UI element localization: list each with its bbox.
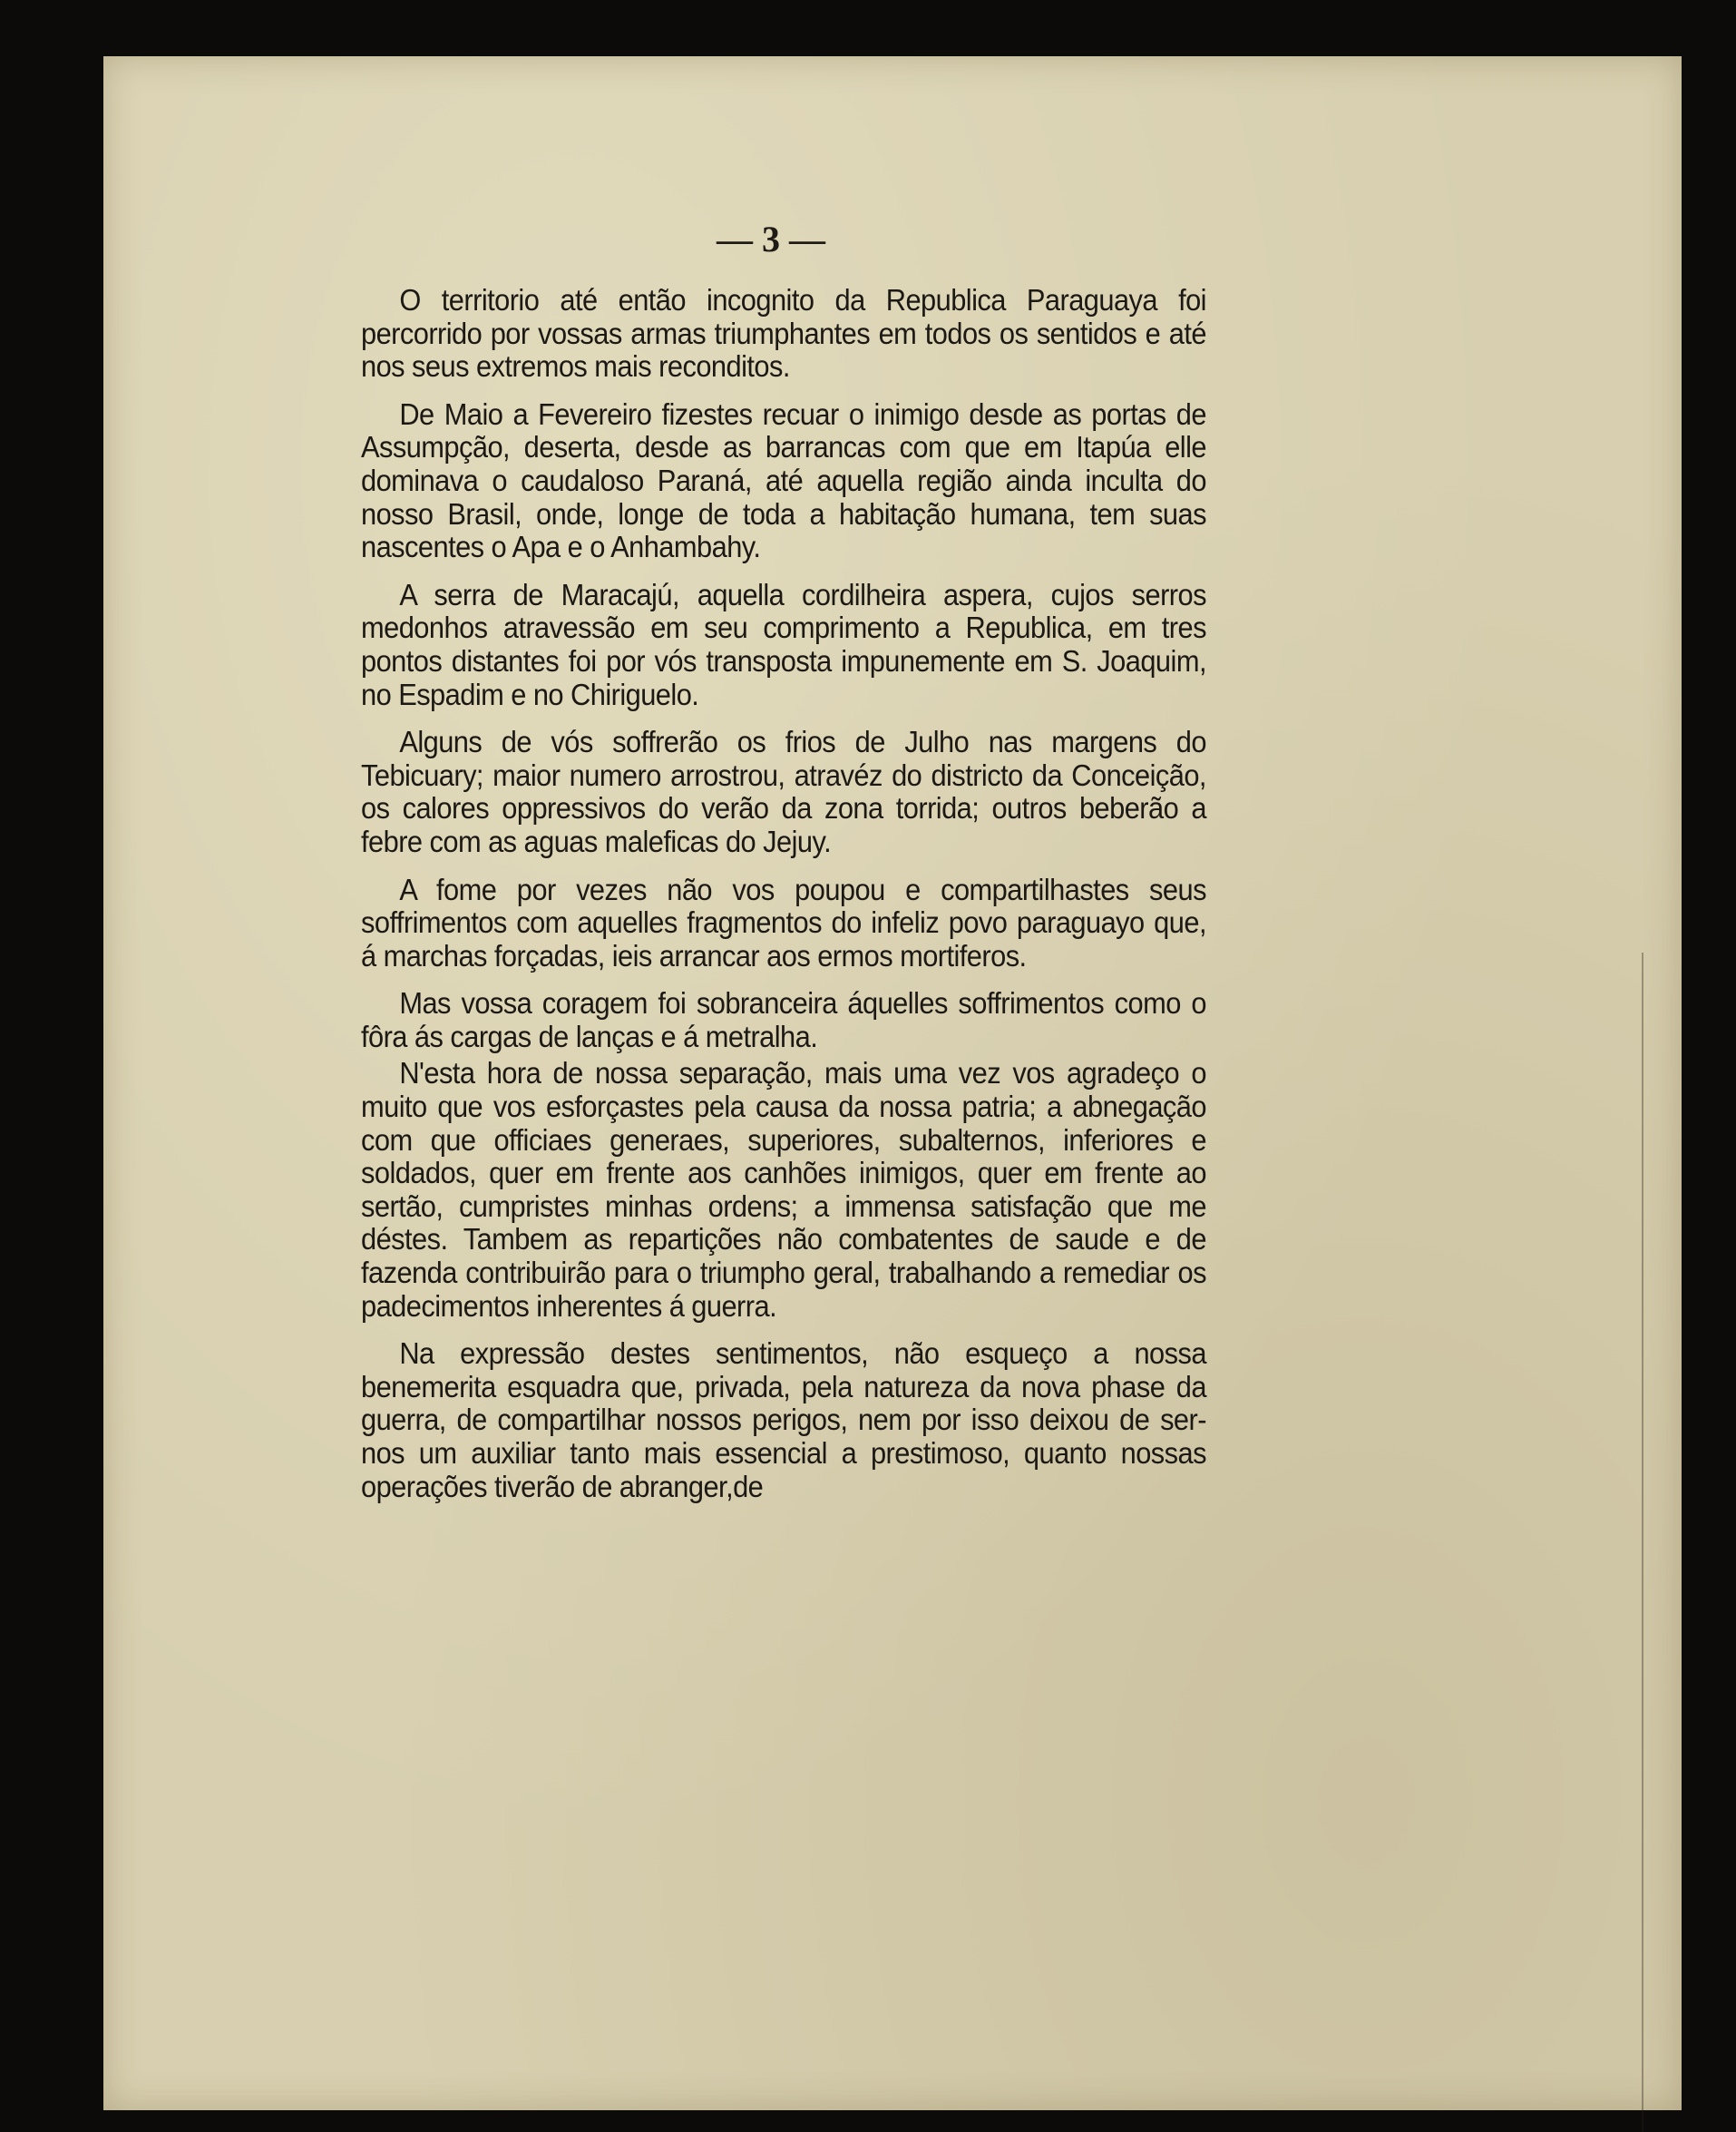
page-fold-line <box>1642 953 1643 2132</box>
paragraph-5: A fome por vezes não vos poupou e compartilhastes seus soffrimentos com aquelles fragmentos do infeliz povo paraguayo que, á marchas forçadas, ieis arrancar aos ermos mortiferos. <box>361 873 1206 973</box>
paragraph-2: De Maio a Fevereiro fizestes recuar o inimigo desde as portas de Assumpção, deserta, desde as barrancas com que em Itapúa elle dominava o caudaloso Paraná, até aquella região ainda inculta do nosso Brasil, onde, longe de toda a habitação humana, tem suas nascentes o Apa e o Anhambahy. <box>361 397 1206 565</box>
paragraph-8: Na expressão destes sentimentos, não esqueço a nossa benemerita esquadra que, privada, pela natureza da nova phase da guerra, de compartilhar nossos perigos, nem por isso deixou de ser-nos um auxiliar tanto mais essencial a prestimoso, quanto nossas operações tiverão de abranger,de <box>361 1337 1206 1504</box>
paragraph-3: A serra de Maracajú, aquella cordilheira aspera, cujos serros medonhos atravessão em seu comprimento a Republica, em tres pontos distantes foi por vós transposta impunemente em S. Joaquim, no Espadim e no Chiriguelo. <box>361 578 1206 712</box>
paragraph-6: Mas vossa coragem foi sobranceira áquelles soffrimentos como o fôra ás cargas de lanças e á metralha. <box>361 987 1206 1054</box>
paragraph-4: Alguns de vós soffrerão os frios de Julho nas margens do Tebicuary; maior numero arrostrou, atravéz do districto da Conceição, os calores oppressivos do verão da zona torrida; outros beberão a febre com as aguas maleficas do Jejuy. <box>361 726 1206 859</box>
paragraph-1: O territorio até então incognito da Republica Paraguaya foi percorrido por vossas armas triumphantes em todos os sentidos e até nos seus extremos mais reconditos. <box>361 284 1206 385</box>
page-number: — 3 — <box>717 219 825 259</box>
paragraph-7: N'esta hora de nossa separação, mais uma vez vos agradeço o muito que vos esforçastes pela causa da nossa patria; a abnegação com que officiaes generaes, superiores, subalternos, inferiores e soldados, quer em frente aos canhões inimigos, quer em frente ao sertão, cumpristes minhas ordens; a immensa satisfação que me déstes. Tambem as repartições não combatentes de saude e de fazenda contribuirão para o triumpho geral, trabalhando a remediar os padecimentos inherentes á guerra. <box>361 1057 1206 1324</box>
body-text <box>361 284 1206 1519</box>
